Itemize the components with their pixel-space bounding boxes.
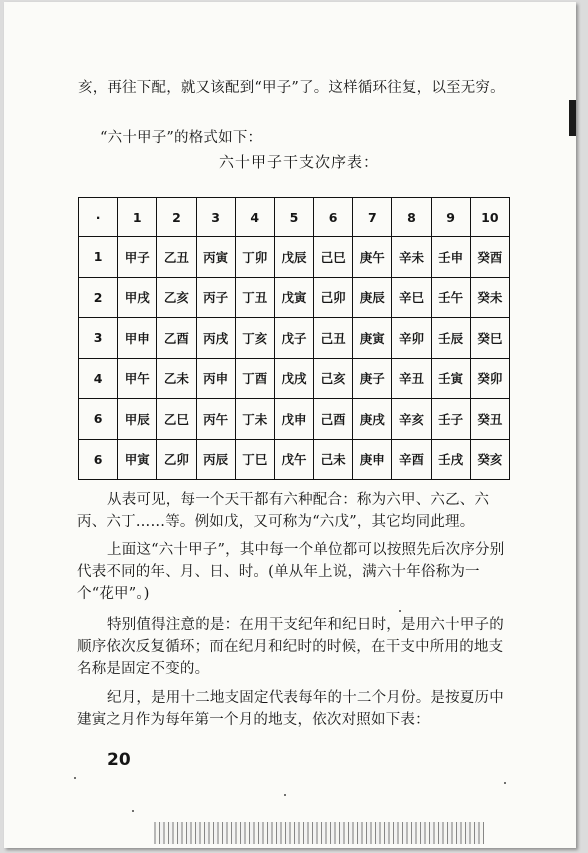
table-cell: 辛未	[392, 237, 431, 278]
paragraph-2: 上面这“六十甲子”，其中每一个单位都可以按照先后次序分别代表不同的年、月、日、时。(单从年上说，满六十年俗称为一个“花甲”。)	[77, 542, 505, 602]
table-cell: 丙戌	[196, 318, 235, 359]
scan-speck	[284, 794, 286, 796]
scanned-page	[4, 2, 576, 848]
table-cell: 壬寅	[431, 358, 470, 399]
table-cell: 庚申	[353, 439, 392, 480]
table-cell: 癸巳	[470, 318, 509, 359]
table-cell: 戊寅	[274, 277, 313, 318]
row-header: 2	[79, 277, 118, 318]
table-cell: 癸未	[470, 277, 509, 318]
table-cell: 庚辰	[353, 277, 392, 318]
table-cell: 辛酉	[392, 439, 431, 480]
table-cell: 己亥	[314, 358, 353, 399]
table-cell: 戊辰	[274, 237, 313, 278]
table-cell: 辛亥	[392, 399, 431, 440]
table-cell: 戊子	[274, 318, 313, 359]
row-header: 4	[79, 358, 118, 399]
table-cell: 庚子	[353, 358, 392, 399]
column-header: 8	[392, 198, 431, 237]
table-cell: 壬子	[431, 399, 470, 440]
table-cell: 己卯	[314, 277, 353, 318]
table-cell: 甲午	[118, 358, 157, 399]
table-cell: 丁酉	[235, 358, 274, 399]
table-corner-cell: ·	[79, 198, 118, 237]
table-cell: 甲申	[118, 318, 157, 359]
table-cell: 庚午	[353, 237, 392, 278]
table-cell: 乙未	[157, 358, 196, 399]
table-cell: 丙午	[196, 399, 235, 440]
table-cell: 丙子	[196, 277, 235, 318]
table-cell: 丁丑	[235, 277, 274, 318]
table-cell: 己丑	[314, 318, 353, 359]
scan-speck	[504, 782, 506, 784]
table-cell: 辛卯	[392, 318, 431, 359]
column-header: 9	[431, 198, 470, 237]
column-header: 10	[470, 198, 509, 237]
table-cell: 戊戌	[274, 358, 313, 399]
table-cell: 癸丑	[470, 399, 509, 440]
column-header: 6	[314, 198, 353, 237]
table-cell: 丙辰	[196, 439, 235, 480]
table-cell: 乙酉	[157, 318, 196, 359]
table-cell: 辛巳	[392, 277, 431, 318]
row-header: 6	[79, 439, 118, 480]
row-header: 6	[79, 399, 118, 440]
table-cell: 庚寅	[353, 318, 392, 359]
table-cell: 壬戌	[431, 439, 470, 480]
table-cell: 乙丑	[157, 237, 196, 278]
table-cell: 丙申	[196, 358, 235, 399]
table-cell: 戊申	[274, 399, 313, 440]
row-header: 3	[79, 318, 118, 359]
paragraph-1: 从表可见，每一个天干都有六种配合：称为六甲、六乙、六丙、六丁……等。例如戊，又可称为“六戊”，其它均同此理。	[77, 492, 490, 530]
table-cell: 丁卯	[235, 237, 274, 278]
table-cell: 己巳	[314, 237, 353, 278]
scan-speck	[399, 610, 401, 612]
table-row	[79, 237, 510, 278]
intro-line: “六十甲子”的格式如下：	[100, 130, 263, 146]
column-header: 3	[196, 198, 235, 237]
table-row	[79, 318, 510, 359]
column-header: 2	[157, 198, 196, 237]
table-row	[79, 399, 510, 440]
column-header: 1	[118, 198, 157, 237]
table-cell: 辛丑	[392, 358, 431, 399]
table-cell: 甲辰	[118, 399, 157, 440]
table-cell: 壬申	[431, 237, 470, 278]
sexagenary-cycle-table	[78, 197, 510, 480]
scan-artifact-strip	[154, 822, 484, 844]
table-cell: 癸亥	[470, 439, 509, 480]
table-cell: 乙卯	[157, 439, 196, 480]
table-cell: 乙亥	[157, 277, 196, 318]
table-cell: 丁亥	[235, 318, 274, 359]
table-cell: 己未	[314, 439, 353, 480]
table-cell: 丁未	[235, 399, 274, 440]
table-cell: 癸卯	[470, 358, 509, 399]
paragraph-3: 特别值得注意的是：在用干支纪年和纪日时，是用六十甲子的顺序依次反复循环；而在纪月和纪时的时候，在干支中所用的地支名称是固定不变的。	[77, 617, 504, 677]
table-cell: 甲子	[118, 237, 157, 278]
table-caption: 六十甲子干支次序表：	[219, 153, 380, 171]
table-cell: 己酉	[314, 399, 353, 440]
table-cell: 甲戌	[118, 277, 157, 318]
table-cell: 壬午	[431, 277, 470, 318]
row-header: 1	[79, 237, 118, 278]
table-header-row	[79, 198, 510, 237]
table-cell: 丙寅	[196, 237, 235, 278]
table-cell: 戊午	[274, 439, 313, 480]
binding-edge-mark	[569, 100, 576, 136]
table-row	[79, 358, 510, 399]
table-cell: 丁巳	[235, 439, 274, 480]
scan-speck	[132, 810, 134, 812]
table-cell: 乙巳	[157, 399, 196, 440]
top-paragraph: 亥，再往下配，就又该配到“甲子”了。这样循环往复，以至无穷。	[78, 80, 505, 96]
table-cell: 癸酉	[470, 237, 509, 278]
column-header: 7	[353, 198, 392, 237]
table-row	[79, 439, 510, 480]
column-header: 5	[274, 198, 313, 237]
page-number: 20	[107, 750, 131, 770]
table-cell: 庚戌	[353, 399, 392, 440]
scan-speck	[74, 777, 76, 779]
table-cell: 甲寅	[118, 439, 157, 480]
table-cell: 壬辰	[431, 318, 470, 359]
column-header: 4	[235, 198, 274, 237]
table-row	[79, 277, 510, 318]
table-body	[79, 237, 510, 480]
paragraph-4: 纪月，是用十二地支固定代表每年的十二个月份。是按夏历中建寅之月作为每年第一个月的地支，依次对照如下表：	[77, 690, 504, 728]
